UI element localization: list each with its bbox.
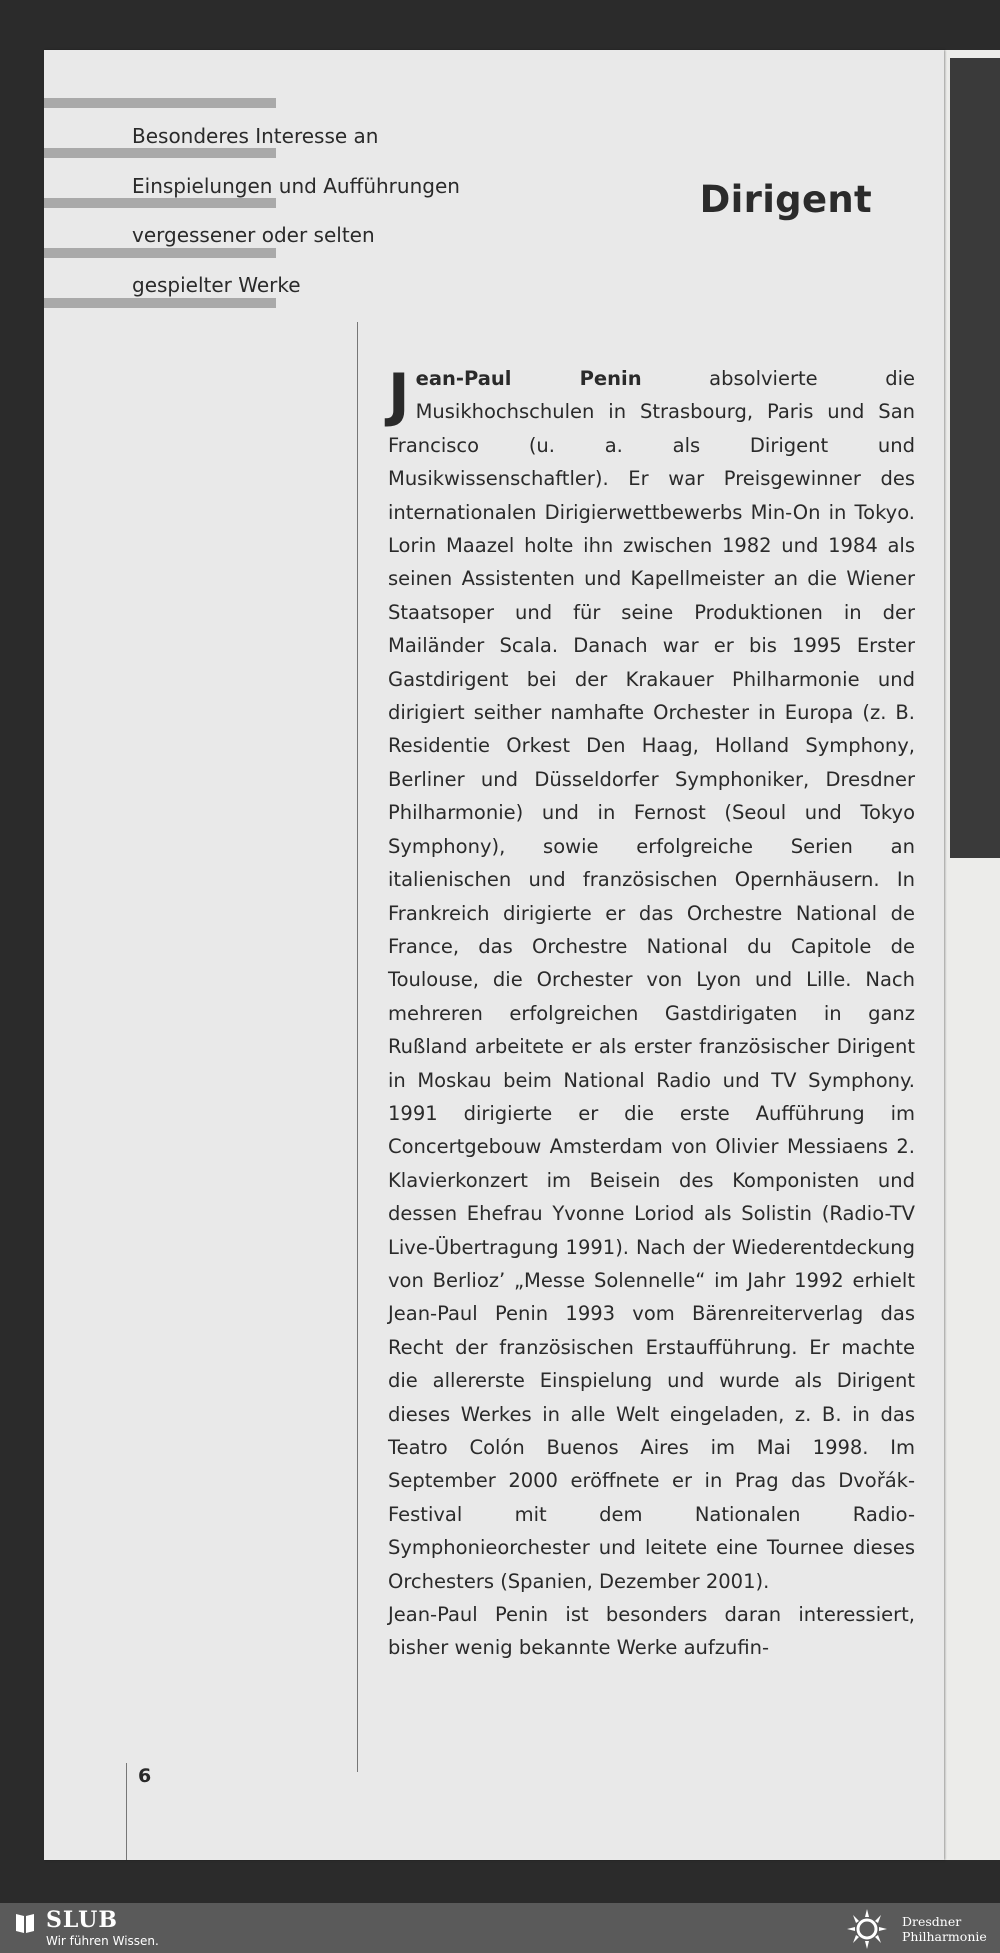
drop-cap: J <box>388 361 410 429</box>
library-slogan: Wir führen Wissen. <box>46 1934 159 1948</box>
partner-name-line: Dresdner <box>902 1914 962 1929</box>
footer-divider <box>126 1763 127 1860</box>
column-divider <box>357 322 358 1772</box>
sunburst-logo-icon <box>842 1908 892 1950</box>
adjacent-page-dark-panel <box>950 58 1000 858</box>
library-name: SLUB <box>46 1907 118 1933</box>
paragraph-text: absolvierte die Musikhochschulen in Strasbourg, Paris und San Francisco (u. a. als Dirigent und Musikwissenschaftler). Er war Preisgewinner des internationalen Dirigierwettbewerbs Min-On in Tokyo. Lorin Maazel holte ihn zwischen 1982 und 1984 als seinen Assistenten und Kapellmeister an die Wiener Staatsoper und für seine Produktionen in der Mailänder Scala. Danach war er bis 1995 Erster Gastdirigent bei der Krakauer Philharmonie und dirigiert seither namhafte Orchester in Europa (z. B. Residentie Orkest Den Haag, Holland Symphony, Berliner und Düsseldorfer Symphoniker, Dresdner Philharmonie) und in Fernost (Seoul und Tokyo Symphony), sowie erfolgreiche Serien an italienischen und französischen Opernhäusern. In Frankreich dirigierte er das Orchestre National de France, das Orchestre National du Capitole de Toulouse, die Orchester von Lyon und Lille. Nach mehreren erfolgreichen Gastdirigaten in ganz Rußland arbeitete er als erster französischer Dirigent in Moskau beim National Radio und TV Symphony. 1991 dirigierte er die erste Aufführung im Concertgebouw Amsterdam von Olivier Messiaens 2. Klavierkonzert im Beisein des Komponisten und dessen Ehefrau Yvonne Loriod als Solistin (Radio-TV Live-Übertragung 1991). Nach der Wiederentdeckung von Berlioz’ „Messe Solennelle“ im Jahr 1992 erhielt Jean-Paul Penin 1993 vom Bärenreiterverlag das Recht der französischen Erstaufführung. Er machte die allererste Einspielung und wurde als Dirigent dieses Werkes in alle Welt eingeladen, z. B. in das Teatro Colón Buenos Aires im Mai 1998. Im September 2000 eröffnete er in Prag das Dvořák-Festival mit dem Nationalen Radio-Symphonieorchester und leitete eine Tournee dieses Orchesters (Spanien, Dezember 2001). <box>388 367 916 1593</box>
partner-name <box>902 1914 987 1944</box>
page-number: 6 <box>138 1765 152 1787</box>
page-title: Dirigent <box>699 178 872 221</box>
tagline-line: gespielter Werke <box>132 272 301 297</box>
biography-paragraph <box>388 362 915 1598</box>
decorative-bar <box>44 98 276 108</box>
tagline <box>132 112 462 310</box>
biography-text <box>388 362 915 1665</box>
tagline-line: vergessener oder selten <box>132 223 375 247</box>
scanned-page <box>44 50 944 1860</box>
partner-name-line: Philharmonie <box>902 1929 987 1944</box>
tagline-line: Einspielungen und Aufführungen <box>132 173 460 198</box>
conductor-name: ean-Paul Penin <box>415 367 642 390</box>
biography-paragraph: Jean-Paul Penin ist besonders daran interessiert, bisher wenig bekannte Werke aufzufin- <box>388 1603 915 1660</box>
book-icon <box>14 1911 36 1935</box>
tagline-line: Besonderes Interesse an <box>132 124 379 148</box>
